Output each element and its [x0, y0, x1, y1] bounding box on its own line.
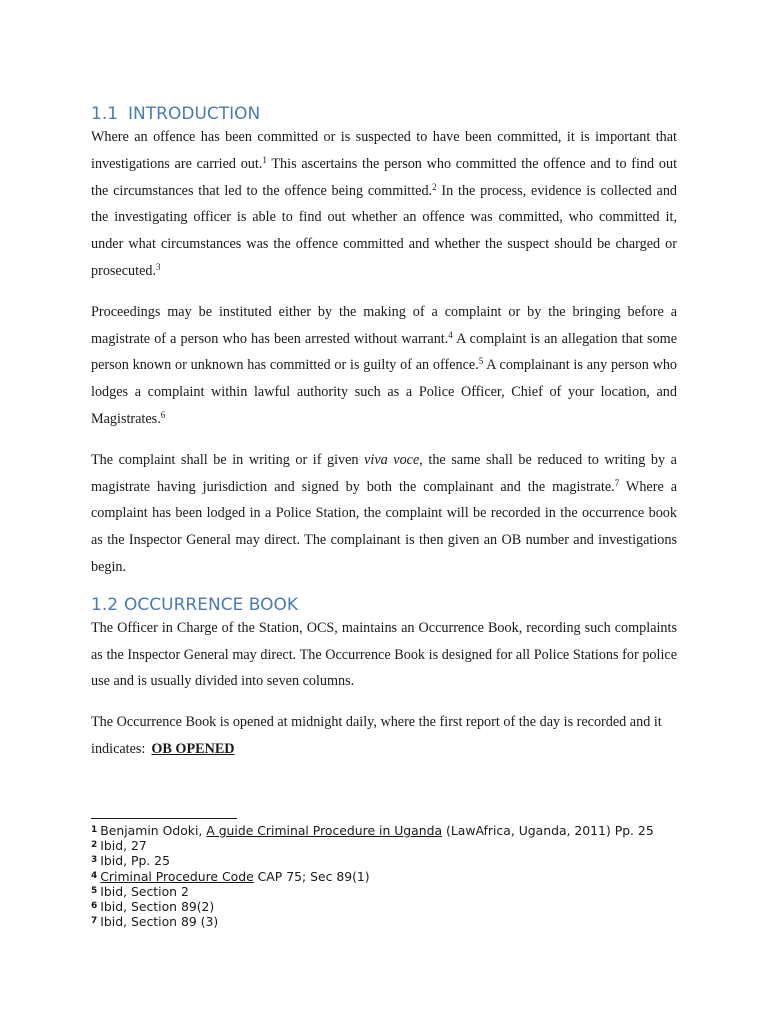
footnote-5	[91, 884, 691, 899]
footnote-ref: 2	[432, 181, 437, 192]
footnote-ref: 1	[262, 154, 267, 165]
paragraph-text: Where a complaint has been lodged in a Police Station, the complaint will be recorded in the occurrence book as the Inspector General may direct. The complainant is then given an OB number and investigations begin.	[91, 478, 677, 575]
footnote-text: Ibid, 27	[100, 838, 147, 854]
footnote-ref: 7	[614, 477, 620, 488]
italic-term: viva voce	[364, 451, 420, 468]
section-heading-introduction	[91, 104, 677, 124]
footnote-text: Ibid, Section 89 (3)	[100, 914, 219, 930]
footnote-cited-title: Criminal Procedure Code	[100, 868, 254, 884]
paragraph-ob-2	[91, 709, 677, 763]
paragraph-text: This ascertains the person who committed the offence and to find out the circumstances that led to the offence being committed.	[91, 155, 678, 199]
footnote-text: (LawAfrica, Uganda, 2011) Pp. 25	[442, 823, 654, 838]
paragraph-text: A complaint is an allegation that some person known or unknown has committed or is guilty of an offence.	[91, 330, 677, 374]
footnote-3	[91, 853, 691, 868]
footnote-separator	[91, 818, 237, 819]
paragraph-text: In the process, evidence is collected and the investigating officer is able to find out whether an offence was committed, who committed it, under what circumstances was the offence committed and whether the suspect should be charged or prosecuted.	[91, 182, 678, 279]
footnote-ref: 4	[448, 329, 453, 340]
footnote-cited-title: A guide Criminal Procedure in Uganda	[206, 823, 443, 838]
footnote-4	[91, 869, 691, 884]
footnote-7	[91, 914, 691, 929]
footnote-list	[91, 823, 691, 929]
footnote-6	[91, 899, 691, 914]
paragraph-text: A complainant is any person who lodges a complaint within lawful authority such as a Police Officer, Chief of your location, and Magistrates.	[91, 357, 678, 427]
footnote-text: CAP 75; Sec 89(1)	[253, 868, 370, 884]
section-number: 1.2	[91, 594, 119, 615]
section-number: 1.1	[91, 104, 119, 124]
footnote-mark: 3	[91, 855, 98, 866]
paragraph-text: The Occurrence Book is opened at midnight daily, where the first report of the day is recorded and it indicates:	[91, 714, 662, 757]
paragraph-text: Proceedings may be instituted either by the making of a complaint or by the bringing before a magistrate of a person who has been arrested without warrant.	[91, 303, 677, 347]
footnote-mark: 6	[91, 901, 98, 912]
footnote-text: Benjamin Odoki,	[100, 823, 207, 838]
footnote-ref: 3	[156, 261, 161, 272]
paragraph-intro-3	[91, 447, 677, 581]
document-body	[91, 104, 677, 763]
paragraph-intro-1	[91, 124, 677, 285]
paragraph-text: The complaint shall be in writing or if given	[91, 451, 365, 468]
section-title: OCCURRENCE BOOK	[124, 594, 298, 615]
section-heading-occurrence-book	[91, 595, 677, 615]
footnote-mark: 4	[91, 870, 98, 881]
paragraph-ob-1: The Officer in Charge of the Station, OCS, maintains an Occurrence Book, recording such complaints as the Inspector General may direct. The Occurrence Book is designed for all Police Stations for police use and is usually divided into seven columns.	[91, 619, 677, 690]
footnotes-section	[91, 818, 691, 929]
paragraph-text: Where an offence has been committed or is suspected to have been committed, it is important that investigations are carried out.	[91, 129, 677, 172]
footnote-1	[91, 823, 691, 838]
footnote-text: Ibid, Section 89(2)	[100, 899, 215, 915]
footnote-ref: 6	[160, 409, 166, 420]
ob-opened-label: OB OPENED	[151, 740, 235, 757]
section-title: INTRODUCTION	[128, 104, 261, 124]
footnote-text: Ibid, Section 2	[100, 883, 189, 899]
footnote-mark: 1	[91, 825, 98, 835]
footnote-2	[91, 838, 691, 853]
footnote-mark: 2	[91, 840, 98, 851]
footnote-ref: 5	[478, 356, 484, 367]
paragraph-intro-2	[91, 299, 677, 433]
footnote-text: Ibid, Pp. 25	[100, 853, 170, 869]
footnote-mark: 7	[91, 916, 98, 927]
footnote-mark: 5	[91, 885, 98, 896]
paragraph-text: , the same shall be reduced to writing by a magistrate having jurisdiction and signed by both the complainant and the magistrate.	[91, 451, 677, 495]
